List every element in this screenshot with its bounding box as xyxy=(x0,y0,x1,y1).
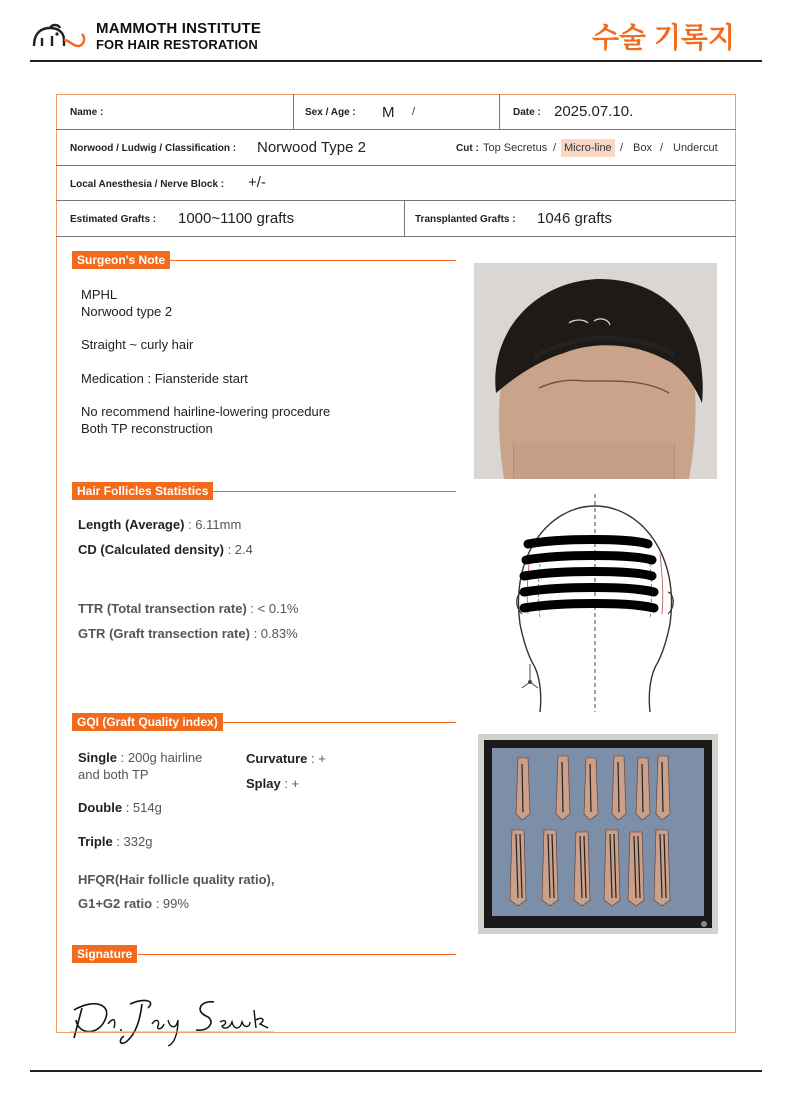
anesthesia-value: +/- xyxy=(248,174,266,191)
single-label: Single xyxy=(78,750,118,765)
section-rule xyxy=(220,722,456,723)
length-label: Length xyxy=(78,517,122,532)
follicle-statistics-header: Hair Follicles Statistics xyxy=(72,482,213,500)
ttr-label: TTR xyxy=(78,601,104,616)
transplanted-grafts-label: Transplanted Grafts : xyxy=(415,214,516,225)
cut-option-box: Box xyxy=(633,142,652,154)
logo-text-line1: MAMMOTH INSTITUTE xyxy=(96,20,262,37)
column-divider xyxy=(293,94,294,129)
g1g2-stat xyxy=(78,896,189,911)
cut-option-undercut: Undercut xyxy=(673,142,718,154)
splay-label: Splay xyxy=(246,776,281,791)
splay-stat xyxy=(246,776,299,791)
gtr-value: : 0.83% xyxy=(253,626,298,641)
estimated-grafts-value: 1000~1100 grafts xyxy=(178,210,295,227)
cd-stat xyxy=(78,542,253,557)
graft-microscope-photo xyxy=(478,734,718,934)
patient-hairline-photo xyxy=(474,263,717,479)
row-divider xyxy=(56,200,736,201)
cd-label: CD xyxy=(78,542,97,557)
sex-age-label: Sex / Age : xyxy=(305,107,356,118)
double-label: Double xyxy=(78,800,123,815)
logo-text-line2: FOR HAIR RESTORATION xyxy=(96,37,258,52)
estimated-grafts-label: Estimated Grafts : xyxy=(70,214,157,225)
row-divider xyxy=(56,129,736,130)
section-rule xyxy=(138,954,456,955)
column-divider xyxy=(499,94,500,129)
cd-paren: (Calculated density) xyxy=(100,542,224,557)
note-line: No recommend hairline-lowering procedure xyxy=(81,404,331,419)
single-stat xyxy=(78,750,202,765)
document-title: 수술 기록지 xyxy=(592,22,736,53)
surgeons-note-header: Surgeon's Note xyxy=(72,251,170,269)
g1g2-label: G1+G2 ratio xyxy=(78,896,153,911)
curvature-label: Curvature xyxy=(246,751,308,766)
classification-value: Norwood Type 2 xyxy=(257,139,366,156)
g1g2-value: : 99% xyxy=(155,896,189,911)
hfqr-stat xyxy=(78,872,274,887)
section-rule xyxy=(168,260,456,261)
triple-label: Triple xyxy=(78,834,113,849)
hfqr-label: HFQR(Hair follicle quality ratio), xyxy=(78,872,275,887)
anesthesia-label: Local Anesthesia / Nerve Block : xyxy=(70,179,225,190)
gqi-header: GQI (Graft Quality index) xyxy=(72,713,223,731)
double-value: : 514g xyxy=(125,800,162,815)
donor-area-diagram xyxy=(500,494,690,712)
date-label: Date : xyxy=(513,107,541,118)
cut-label: Cut : xyxy=(456,143,479,154)
column-divider xyxy=(404,200,405,236)
note-line: MPHL xyxy=(81,287,118,302)
transplanted-grafts-value: 1046 grafts xyxy=(537,210,613,227)
cut-separator: / xyxy=(553,142,557,154)
length-value: : 6.11mm xyxy=(188,517,242,532)
curvature-value: : + xyxy=(311,751,326,766)
single-value: : 200g hairline xyxy=(120,750,203,765)
gtr-label: GTR xyxy=(78,626,106,641)
sex-age-separator: / xyxy=(412,106,416,118)
note-line: Straight ~ curly hair xyxy=(81,337,194,352)
length-paren: (Average) xyxy=(124,517,185,532)
note-line: Medication : Fiansteride start xyxy=(81,371,248,386)
curvature-stat xyxy=(246,751,326,766)
note-line: Norwood type 2 xyxy=(81,304,173,319)
cd-value: : 2.4 xyxy=(227,542,253,557)
cut-separator: / xyxy=(660,142,664,154)
footer-divider xyxy=(30,1070,762,1072)
sex-value: M xyxy=(382,104,395,121)
triple-stat xyxy=(78,834,152,849)
cut-option-micro-line-selected: Micro-line xyxy=(561,139,615,157)
gtr-stat xyxy=(78,626,298,641)
name-label: Name : xyxy=(70,107,104,118)
ttr-value: : < 0.1% xyxy=(250,601,299,616)
gtr-paren: (Graft transection rate) xyxy=(109,626,250,641)
row-divider xyxy=(56,165,736,166)
ttr-paren: (Total transection rate) xyxy=(106,601,247,616)
date-value: 2025.07.10. xyxy=(554,103,634,120)
length-stat xyxy=(78,517,241,532)
header-divider xyxy=(30,60,762,62)
classification-label: Norwood / Ludwig / Classification : xyxy=(70,143,237,154)
double-stat xyxy=(78,800,162,815)
section-rule xyxy=(210,491,456,492)
signature-header: Signature xyxy=(72,945,137,963)
triple-value: : 332g xyxy=(116,834,153,849)
single-value-continued: and both TP xyxy=(78,767,149,782)
splay-value: : + xyxy=(284,776,300,791)
mammoth-logo-icon xyxy=(30,22,90,50)
doctor-signature-image xyxy=(64,990,276,1050)
row-divider xyxy=(56,236,736,237)
ttr-stat xyxy=(78,601,298,616)
note-line: Both TP reconstruction xyxy=(81,421,213,436)
cut-option-top-secretus: Top Secretus xyxy=(483,142,548,154)
cut-separator: / xyxy=(620,142,624,154)
